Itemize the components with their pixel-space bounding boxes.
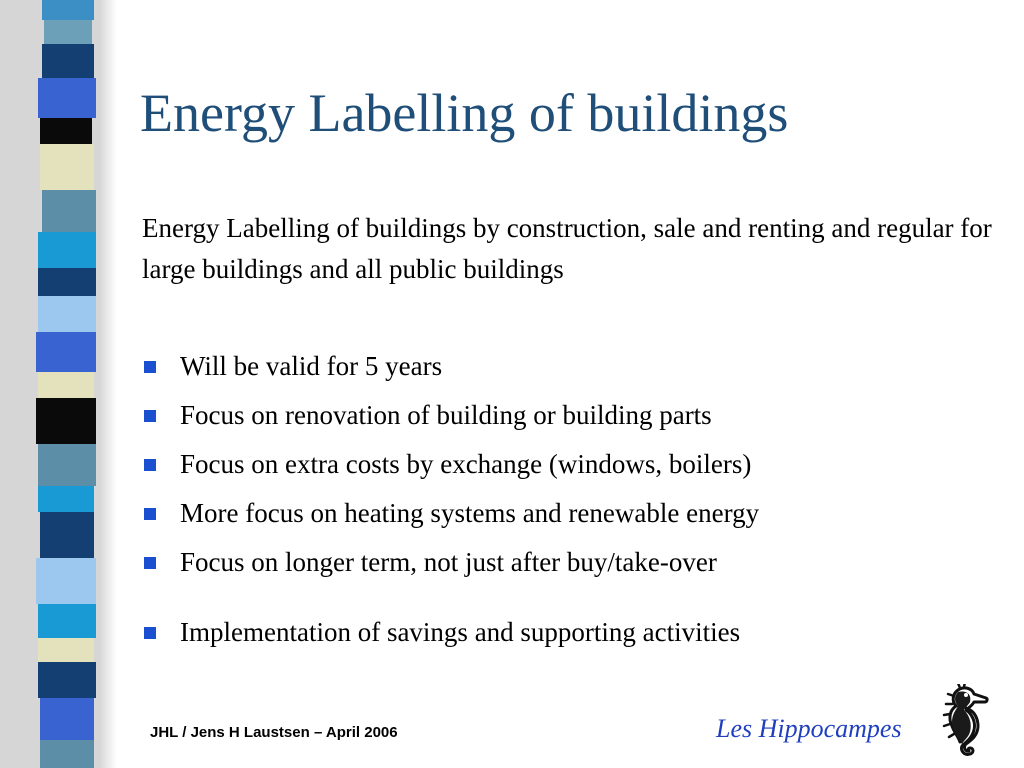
bullet-item [142,443,759,492]
seahorse-icon [930,684,990,764]
square-bullet-icon [144,508,156,520]
bullet-text: Focus on renovation of building or building parts [180,400,712,430]
intro-paragraph: Energy Labelling of buildings by construction, sale and renting and regular for large buildings and all public buildings [142,213,992,284]
bullet-text: Focus on longer term, not just after buy/take-over [180,547,717,577]
square-bullet-icon [144,410,156,422]
bullet-text: More focus on heating systems and renewable energy [180,498,760,528]
square-bullet-icon [144,557,156,569]
footer-brand: Les Hippocampes [716,714,902,743]
bullet-text: Implementation of savings and supporting activities [180,617,741,647]
square-bullet-icon [144,361,156,373]
decorative-strip-shadow [97,0,117,768]
bullet-item [142,345,759,394]
slide-title: Energy Labelling of buildings [140,83,789,143]
square-bullet-icon [144,627,156,639]
bullet-item [142,611,759,660]
bullet-list [142,345,759,660]
decorative-strip [0,0,100,768]
bullet-item [142,492,759,541]
bullet-text: Focus on extra costs by exchange (windows, boilers) [180,449,752,479]
square-bullet-icon [144,459,156,471]
bullet-item [142,541,759,611]
footer-author: JHL / Jens H Laustsen – April 2006 [150,724,398,741]
bullet-text: Will be valid for 5 years [180,351,443,381]
bullet-item [142,394,759,443]
